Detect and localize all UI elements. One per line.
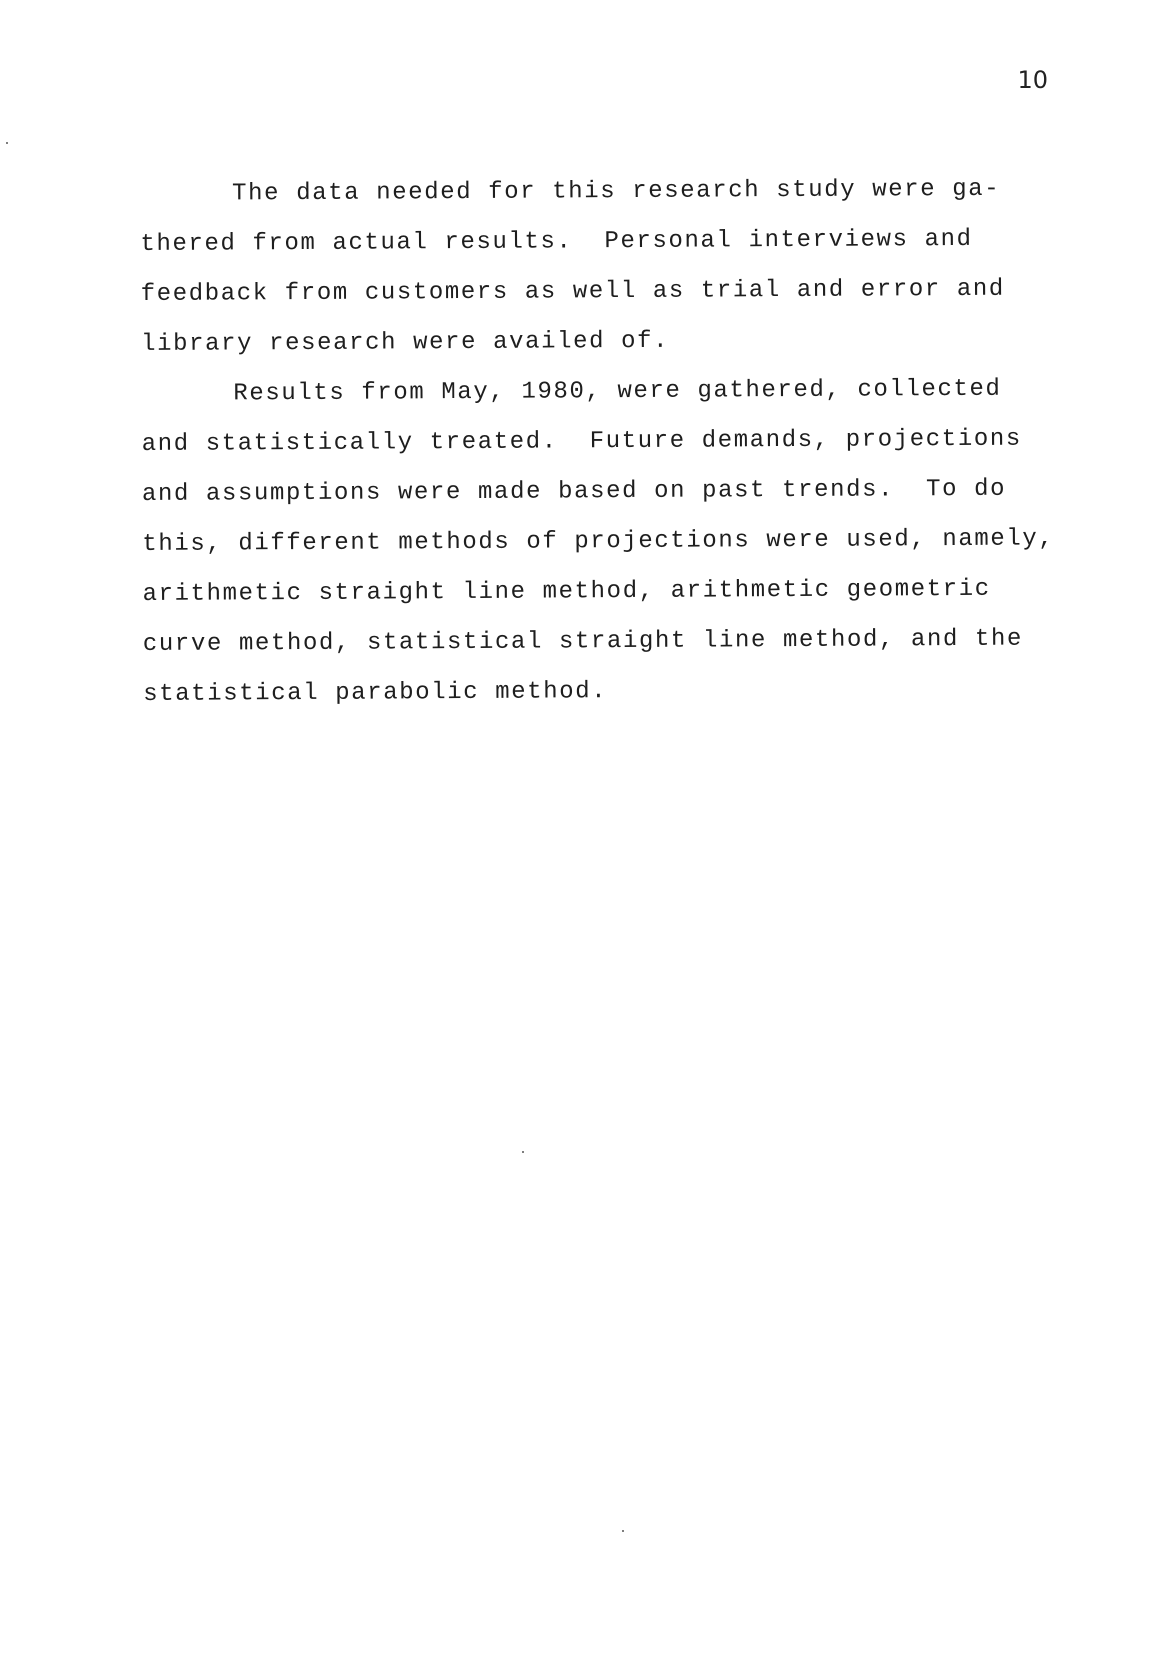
text-line: and statistically treated. Future demands, projections	[141, 425, 1022, 458]
body-text	[140, 164, 1073, 720]
text-line: and assumptions were made based on past trends. To do	[141, 475, 1007, 508]
text-line: library research were availed of.	[140, 327, 670, 358]
scan-speck	[6, 142, 8, 144]
text-line: feedback from customers as well as trial and error and	[140, 275, 1005, 308]
text-line: thered from actual results. Personal interviews and	[140, 225, 973, 258]
scan-speck	[522, 1151, 524, 1153]
paragraph-2	[141, 364, 1073, 720]
text-line: statistical parabolic method.	[143, 678, 608, 708]
text-line: arithmetic straight line method, arithmetic geometric	[142, 575, 991, 608]
text-line: The data needed for this research study were ga-	[232, 175, 1001, 208]
page-number: 10	[1017, 66, 1048, 94]
scan-speck	[622, 1530, 624, 1532]
text-line: Results from May, 1980, were gathered, collected	[233, 375, 1002, 408]
text-line: this, different methods of projections were used, namely,	[142, 525, 1055, 558]
text-line: curve method, statistical straight line method, and the	[142, 625, 1024, 658]
paragraph-1	[140, 164, 1071, 370]
